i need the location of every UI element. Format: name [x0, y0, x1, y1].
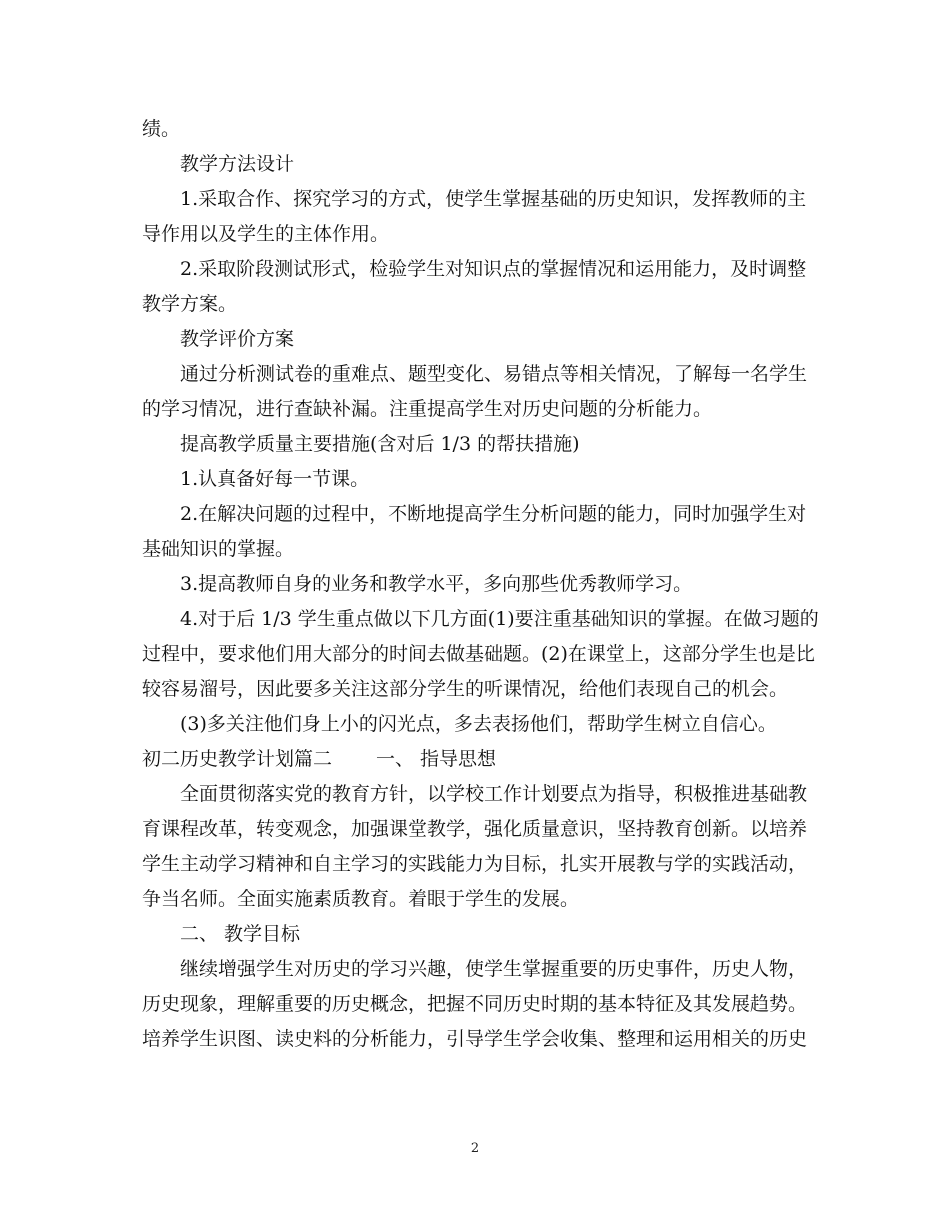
paragraph-line: 基础知识的掌握。 — [142, 538, 295, 560]
paragraph-line: 1.采取合作、探究学习的方式，使学生掌握基础的历史知识，发挥教师的主 — [180, 188, 807, 210]
paragraph-line: 过程中，要求他们用大部分的时间去做基础题。(2)在课堂上，这部分学生也是比 — [142, 643, 815, 665]
paragraph-line: 的学习情况，进行查缺补漏。注重提高学生对历史问题的分析能力。 — [142, 398, 713, 420]
paragraph-line: 4.对于后 1/3 学生重点做以下几方面(1)要注重基础知识的掌握。在做习题的 — [180, 608, 819, 630]
document-body — [142, 112, 819, 1057]
section-heading-evaluation: 教学评价方案 — [180, 328, 295, 350]
paragraph-line: 教学方案。 — [142, 293, 238, 315]
section-heading-guiding-ideology: 一、 指导思想 — [376, 748, 497, 770]
paragraph-line: 争当名师。全面实施素质教育。着眼于学生的发展。 — [142, 888, 580, 910]
section-heading-teaching-goals: 二、 教学目标 — [180, 923, 301, 945]
section-heading-teaching-methods: 教学方法设计 — [180, 153, 295, 175]
paragraph-line: 导作用以及学生的主体作用。 — [142, 223, 390, 245]
paragraph-line: 2.采取阶段测试形式，检验学生对知识点的掌握情况和运用能力，及时调整 — [180, 258, 807, 280]
paragraph-line: 继续增强学生对历史的学习兴趣，使学生掌握重要的历史事件，历史人物， — [180, 958, 808, 980]
paragraph-line: 绩。 — [142, 118, 181, 140]
paragraph-line: 培养学生识图、读史料的分析能力，引导学生学会收集、整理和运用相关的历史 — [142, 1028, 808, 1050]
paragraph-line: (3)多关注他们身上小的闪光点，多去表扬他们，帮助学生树立自信心。 — [180, 713, 777, 735]
paragraph-line: 通过分析测试卷的重难点、题型变化、易错点等相关情况，了解每一名学生 — [180, 363, 808, 385]
page-number: 2 — [470, 1141, 480, 1156]
section-heading-row — [142, 742, 807, 777]
paragraph-line: 学生主动学习精神和自主学习的实践能力为目标，扎实开展教与学的实践活动， — [142, 853, 808, 875]
plan-title: 初二历史教学计划篇二 — [142, 748, 333, 770]
paragraph-line: 育课程改革，转变观念，加强课堂教学，强化质量意识，坚持教育创新。以培养 — [142, 818, 808, 840]
paragraph-line: 3.提高教师自身的业务和教学水平，多向那些优秀教师学习。 — [180, 573, 693, 595]
paragraph-line: 较容易溜号，因此要多关注这部分学生的听课情况，给他们表现自己的机会。 — [142, 678, 789, 700]
paragraph-line: 历史现象，理解重要的历史概念，把握不同历史时期的基本特征及其发展趋势。 — [142, 993, 808, 1015]
section-heading-quality-measures: 提高教学质量主要措施(含对后 1/3 的帮扶措施) — [180, 433, 580, 455]
paragraph-line: 2.在解决问题的过程中，不断地提高学生分析问题的能力，同时加强学生对 — [180, 503, 807, 525]
paragraph-line: 全面贯彻落实党的教育方针，以学校工作计划要点为指导，积极推进基础教 — [180, 783, 808, 805]
paragraph-line: 1.认真备好每一节课。 — [180, 468, 370, 490]
